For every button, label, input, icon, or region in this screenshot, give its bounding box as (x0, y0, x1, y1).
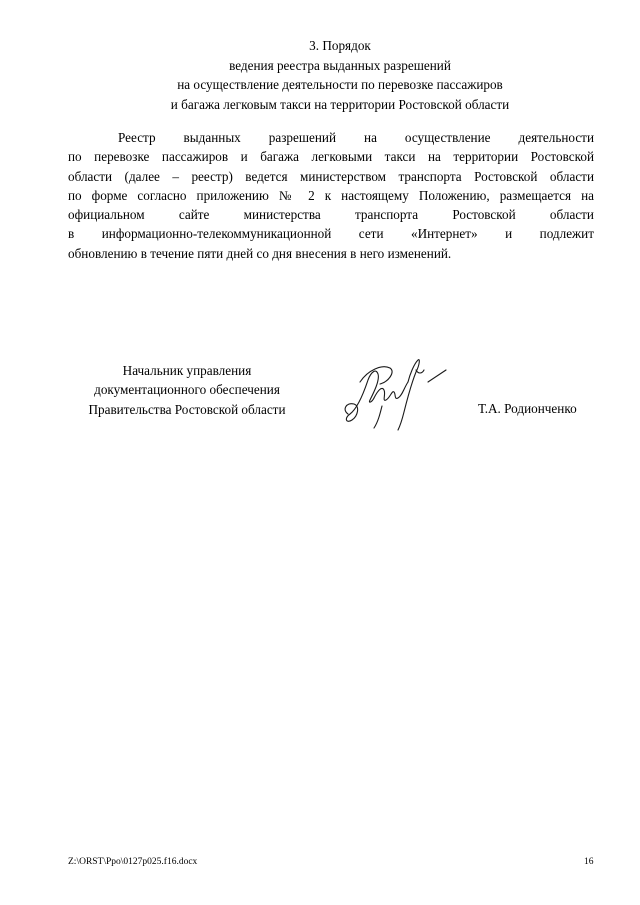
paragraph-line: Реестр выданных разрешений на осуществление деятельности (118, 130, 594, 145)
section-subtitle-line: и багажа легковым такси на территории Ростовской области (170, 96, 510, 112)
signatory-position-line: документационного обеспечения (94, 382, 280, 398)
paragraph-line: в информационно-телекоммуникационной сети «Интернет» и подлежит (68, 226, 594, 242)
signatory-position-line: Правительства Ростовской области (88, 401, 286, 417)
signatory-name: Т.А. Родионченко (478, 401, 577, 416)
body-paragraph (68, 128, 594, 263)
footer-page-number: 16 (584, 857, 594, 867)
section-heading (40, 36, 640, 114)
paragraph-line: официальном сайте министерства транспорта Ростовской области (68, 207, 594, 223)
signatory-position-line: Начальник управления (122, 363, 252, 378)
section-subtitle-line: на осуществление деятельности по перевозке пассажиров (177, 77, 503, 92)
handwritten-signature (338, 352, 458, 432)
section-subtitle-line: ведения реестра выданных разрешений (229, 57, 451, 73)
paragraph-line: по форме согласно приложению № 2 к настоящему Положению, размещается на (68, 187, 594, 203)
section-title: 3. Порядок (309, 38, 371, 53)
paragraph-line: обновлению в течение пяти дней со дня внесения в него изменений. (68, 245, 452, 261)
footer-file-path: Z:\ORST\Ppo\0127p025.f16.docx (68, 857, 198, 867)
paragraph-line: области (далее – реестр) ведется министерством транспорта Ростовской области (68, 168, 594, 184)
signatory-position (68, 361, 306, 419)
paragraph-line: по перевозке пассажиров и багажа легковыми такси на территории Ростовской (68, 149, 594, 165)
